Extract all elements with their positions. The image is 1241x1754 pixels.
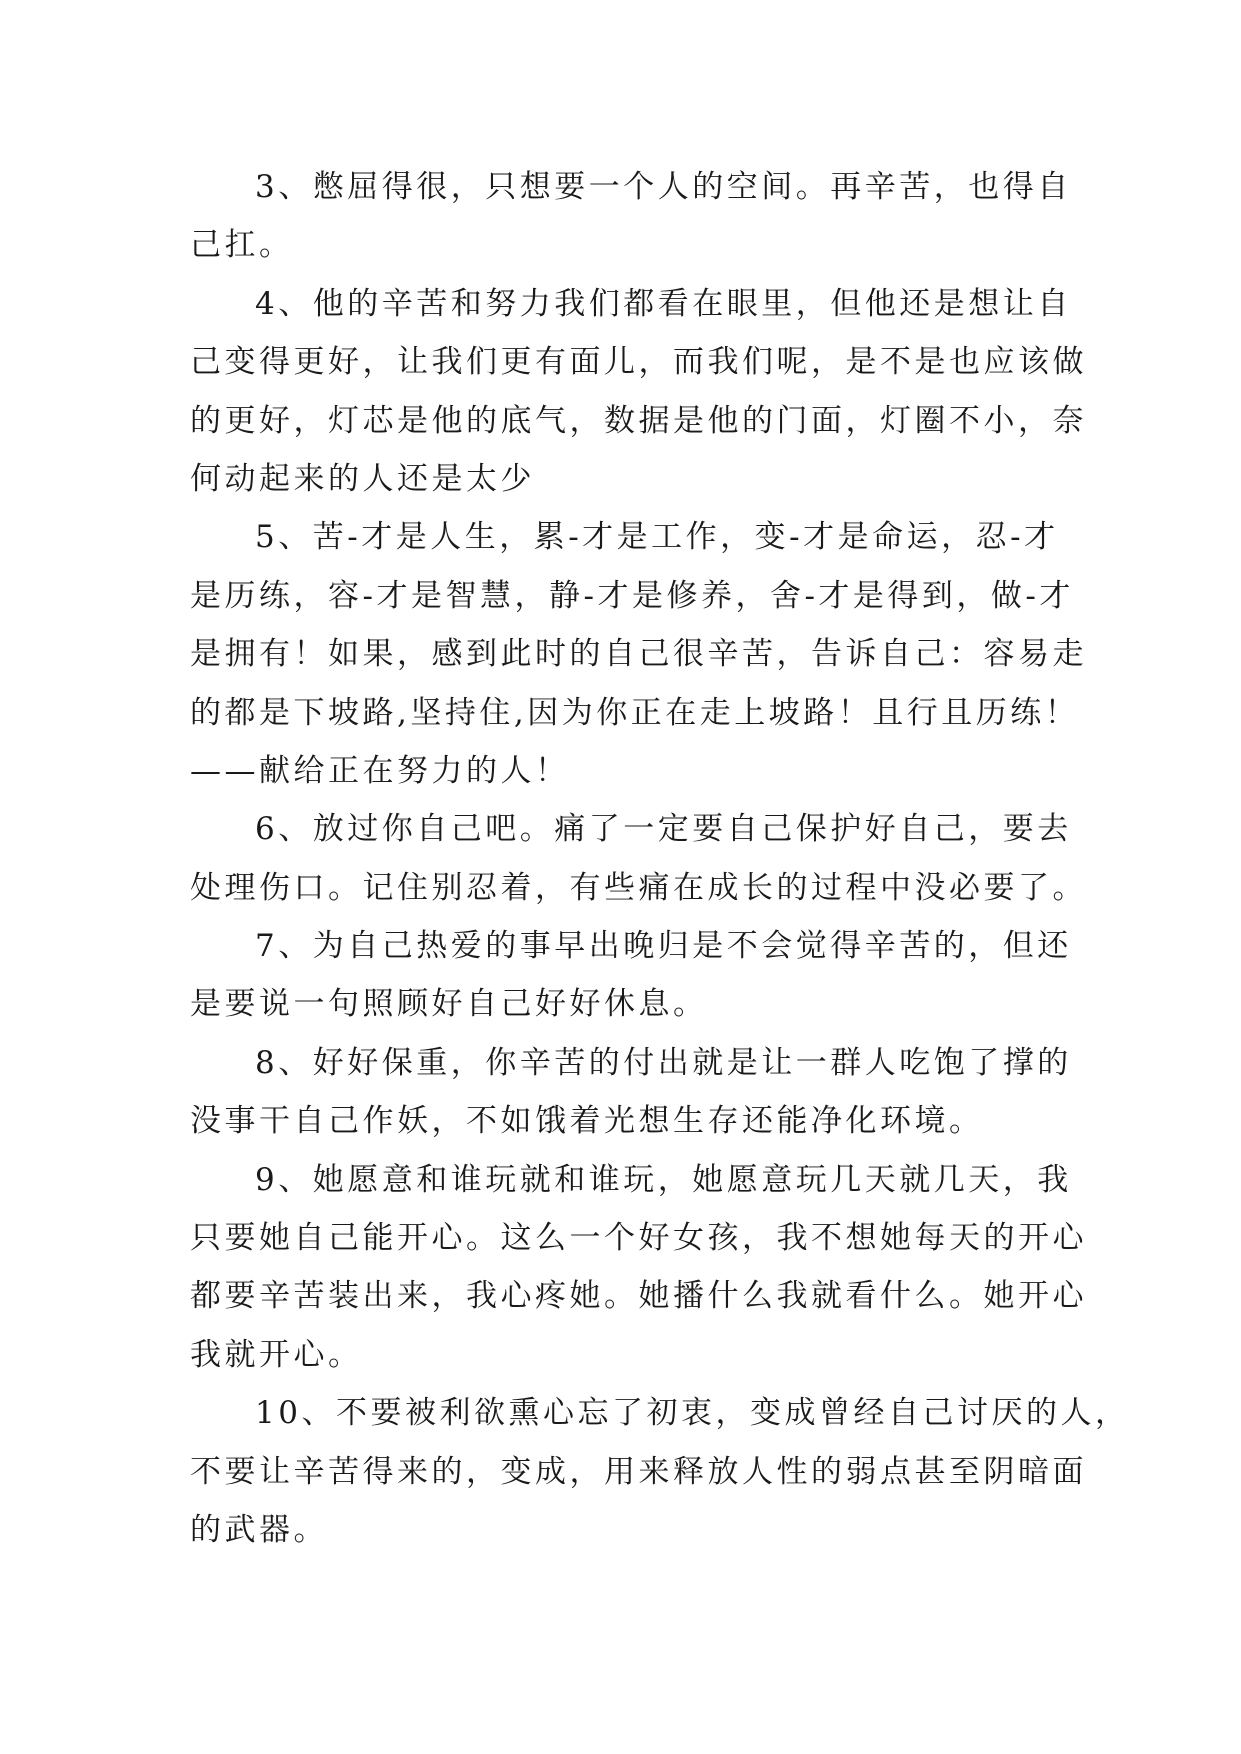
paragraph-10-line-2: 不要让辛苦得来的，变成，用来释放人性的弱点甚至阴暗面 [190, 1453, 1087, 1490]
paragraph-5-line-3: 是拥有！如果，感到此时的自己很辛苦，告诉自己：容易走 [190, 636, 1087, 673]
paragraph-8-line-1: 8、好好保重，你辛苦的付出就是让一群人吃饱了撑的 [255, 1044, 1072, 1081]
paragraph-9-line-4: 我就开心。 [190, 1336, 363, 1373]
paragraph-10-line-1: 10、不要被利欲熏心忘了初衷，变成曾经自己讨厌的人， [255, 1395, 1130, 1432]
paragraph-6-line-2: 处理伤口。记住别忍着，有些痛在成长的过程中没必要了。 [190, 869, 1087, 906]
paragraph-5-line-2: 是历练，容-才是智慧，静-才是修养，舍-才是得到，做-才 [190, 577, 1074, 614]
paragraph-8-line-2: 没事干自己作妖，不如饿着光想生存还能净化环境。 [190, 1103, 984, 1140]
paragraph-6-line-1: 6、放过你自己吧。痛了一定要自己保护好自己，要去 [255, 811, 1072, 848]
paragraph-9-line-2: 只要她自己能开心。这么一个好女孩，我不想她每天的开心 [190, 1220, 1087, 1257]
paragraph-4-line-4: 何动起来的人还是太少 [190, 460, 535, 497]
document-body [190, 158, 1130, 1559]
paragraph-4-line-2: 己变得更好，让我们更有面儿，而我们呢，是不是也应该做 [190, 344, 1087, 381]
paragraph-9-line-1: 9、她愿意和谁玩就和谁玩，她愿意玩几天就几天，我 [255, 1161, 1072, 1198]
paragraph-7-line-1: 7、为自己热爱的事早出晚归是不会觉得辛苦的，但还 [255, 928, 1072, 965]
paragraph-7-line-2: 是要说一句照顾好自己好好休息。 [190, 986, 708, 1023]
paragraph-10-line-3: 的武器。 [190, 1511, 328, 1548]
paragraph-9-line-3: 都要辛苦装出来，我心疼她。她播什么我就看什么。她开心 [190, 1278, 1087, 1315]
paragraph-4-line-1: 4、他的辛苦和努力我们都看在眼里，但他还是想让自 [255, 285, 1072, 322]
paragraph-4-line-3: 的更好，灯芯是他的底气，数据是他的门面，灯圈不小，奈 [190, 402, 1087, 439]
paragraph-5-line-1: 5、苦-才是人生，累-才是工作，变-才是命运，忍-才 [255, 519, 1059, 556]
paragraph-5-line-5: ——献给正在努力的人！ [190, 752, 570, 789]
paragraph-5-line-4: 的都是下坡路,坚持住,因为你正在走上坡路！且行且历练！ [190, 694, 1080, 731]
paragraph-3-line-2: 己扛。 [190, 227, 294, 264]
paragraph-3-line-1: 3、憋屈得很，只想要一个人的空间。再辛苦，也得自 [255, 169, 1072, 205]
